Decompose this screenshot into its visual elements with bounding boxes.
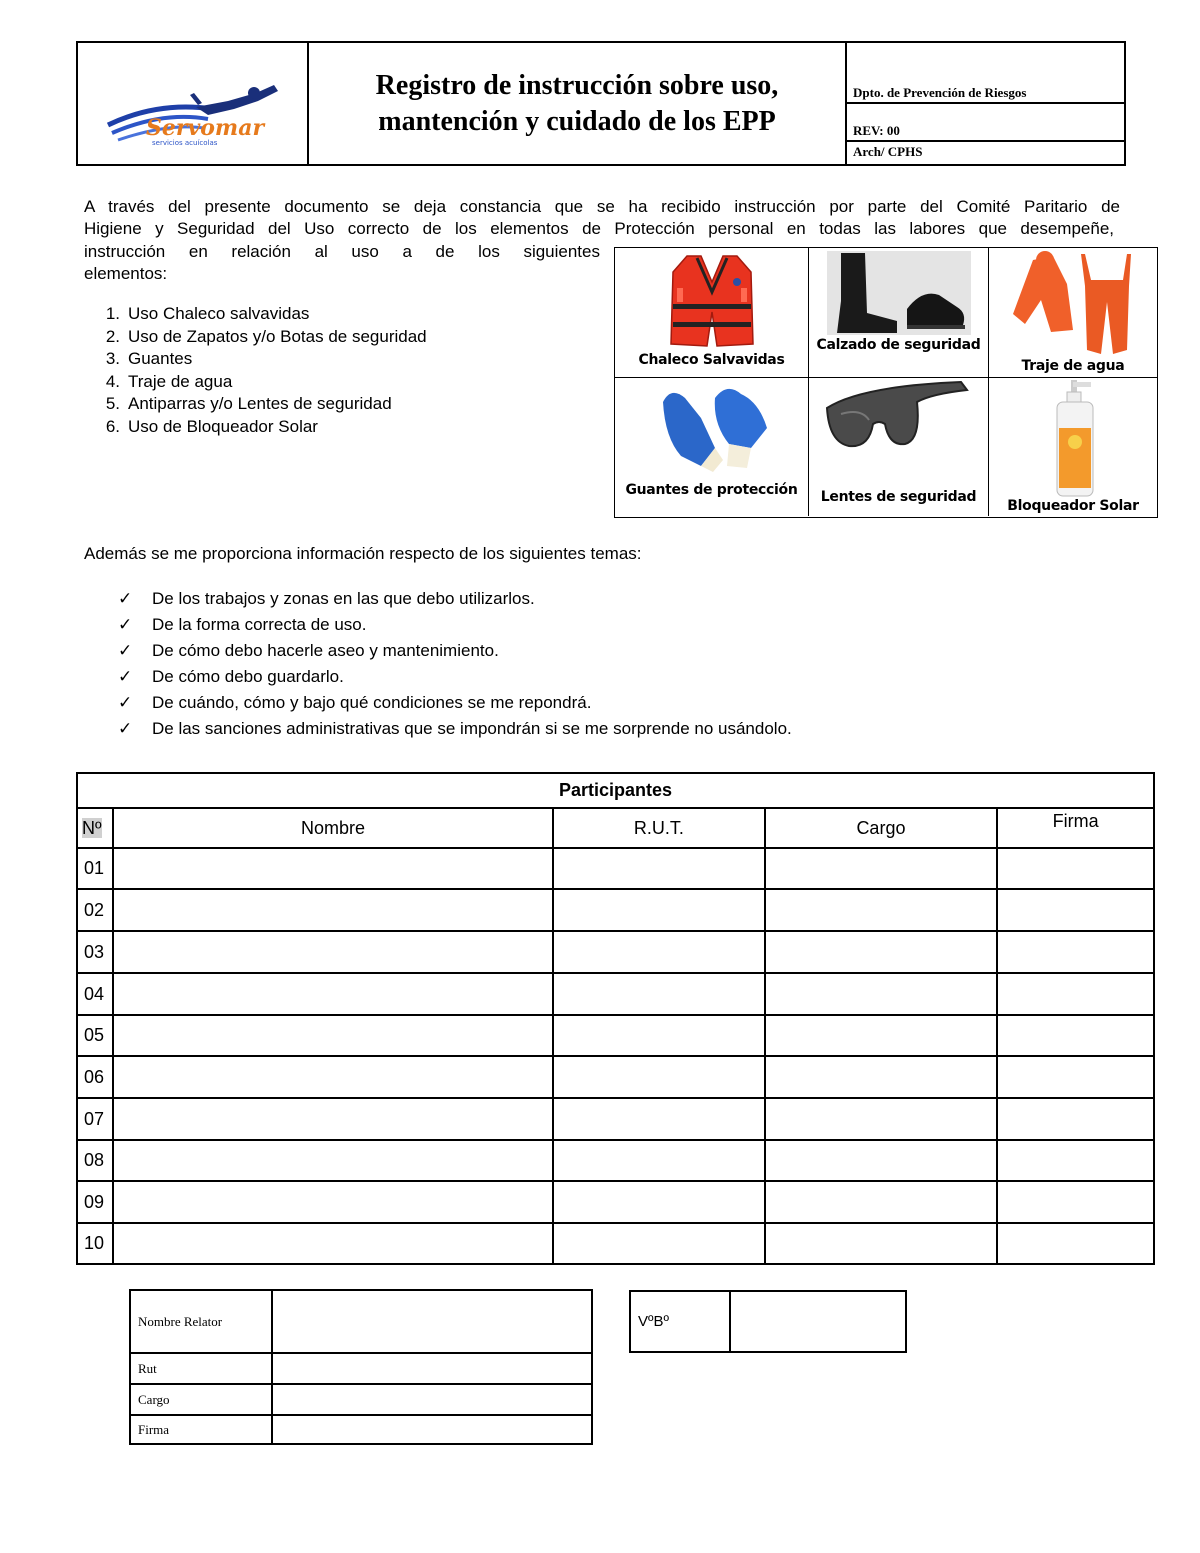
- firma-cell[interactable]: [997, 848, 1154, 889]
- list-item: ✓ De la forma correcta de uso.: [118, 612, 792, 638]
- svg-text:Servomar: Servomar: [146, 115, 265, 141]
- row-number: 04: [77, 973, 113, 1015]
- check-icon: ✓: [118, 641, 133, 660]
- rain-suit-icon: [1011, 250, 1135, 360]
- firma-cell[interactable]: [997, 931, 1154, 973]
- relator-name-label: Nombre Relator: [130, 1290, 272, 1353]
- table-row: [77, 973, 1154, 1015]
- life-vest-icon: [667, 252, 757, 348]
- check-icon: ✓: [118, 693, 133, 712]
- header-meta: [847, 43, 1124, 164]
- vobo-field[interactable]: [730, 1291, 906, 1352]
- topics-list: [118, 586, 792, 742]
- list-item: ✓ De cuándo, cómo y bajo qué condiciones se me repondrá.: [118, 690, 792, 716]
- column-header-firma: Firma: [997, 808, 1154, 848]
- check-icon: ✓: [118, 719, 133, 738]
- epp-caption: Calzado de seguridad: [816, 337, 981, 353]
- epp-list: [84, 303, 427, 438]
- row-number: 02: [77, 889, 113, 931]
- rut-cell[interactable]: [553, 1181, 765, 1223]
- table-row: [77, 848, 1154, 889]
- name-cell[interactable]: [113, 1223, 553, 1264]
- revision-label: REV: 00: [847, 106, 1124, 142]
- relator-cargo-label: Cargo: [130, 1384, 272, 1415]
- sunscreen-icon: [1053, 380, 1097, 498]
- epp-caption: Bloqueador Solar: [1007, 498, 1139, 514]
- safety-glasses-icon: [821, 380, 971, 458]
- epp-caption: Lentes de seguridad: [820, 489, 977, 505]
- relator-cargo-field[interactable]: [272, 1384, 592, 1415]
- row-number: 05: [77, 1015, 113, 1056]
- cargo-cell[interactable]: [765, 931, 998, 973]
- cargo-cell[interactable]: [765, 1056, 998, 1098]
- title-line-2: mantención y cuidado de los EPP: [378, 105, 776, 137]
- cargo-cell[interactable]: [765, 889, 998, 931]
- name-cell[interactable]: [113, 889, 553, 931]
- firma-cell[interactable]: [997, 889, 1154, 931]
- list-item: 1. Uso Chaleco salvavidas: [105, 304, 310, 323]
- row-number: 06: [77, 1056, 113, 1098]
- cargo-cell[interactable]: [765, 848, 998, 889]
- relator-firma-field[interactable]: [272, 1415, 592, 1444]
- row-number: 07: [77, 1098, 113, 1140]
- rut-cell[interactable]: [553, 1223, 765, 1264]
- epp-caption: Traje de agua: [1021, 358, 1125, 374]
- epp-image-grid: [614, 247, 1158, 518]
- cargo-cell[interactable]: [765, 1223, 998, 1264]
- topics-intro: Además se me proporciona información respecto de los siguientes temas:: [84, 544, 642, 563]
- department-label: Dpto. de Prevención de Riesgos: [847, 43, 1124, 104]
- logo-cell: [78, 43, 309, 164]
- name-cell[interactable]: [113, 848, 553, 889]
- rut-cell[interactable]: [553, 1015, 765, 1056]
- column-header-rut: R.U.T.: [553, 808, 765, 848]
- check-icon: ✓: [118, 615, 133, 634]
- intro-line-3: instrucción en relación al uso a de los siguientes: [84, 242, 600, 261]
- rut-cell[interactable]: [553, 973, 765, 1015]
- table-row: [77, 1015, 1154, 1056]
- table-row: [77, 931, 1154, 973]
- list-item: 2. Uso de Zapatos y/o Botas de seguridad: [105, 326, 427, 346]
- name-cell[interactable]: [113, 1056, 553, 1098]
- column-header-cargo: Cargo: [765, 808, 998, 848]
- firma-cell[interactable]: [997, 1223, 1154, 1264]
- epp-cell-glasses: [809, 378, 989, 516]
- name-cell[interactable]: [113, 931, 553, 973]
- list-item: 3. Guantes: [105, 349, 193, 368]
- name-cell[interactable]: [113, 1015, 553, 1056]
- check-icon: ✓: [118, 667, 133, 686]
- row-number: 10: [77, 1223, 113, 1264]
- cargo-cell[interactable]: [765, 1015, 998, 1056]
- table-row: [77, 1056, 1154, 1098]
- cargo-cell[interactable]: [765, 1098, 998, 1140]
- list-item: ✓ De cómo debo hacerle aseo y mantenimiento.: [118, 638, 792, 664]
- firma-cell[interactable]: [997, 1098, 1154, 1140]
- epp-cell-gloves: [615, 378, 809, 516]
- table-row: [77, 1181, 1154, 1223]
- rut-cell[interactable]: [553, 1098, 765, 1140]
- document-header: [76, 41, 1126, 166]
- vobo-label: VºBº: [630, 1291, 730, 1352]
- row-number: 03: [77, 931, 113, 973]
- relator-name-field[interactable]: [272, 1290, 592, 1353]
- participants-table: [76, 772, 1155, 1265]
- archive-label: Arch/ CPHS: [853, 144, 923, 159]
- list-item: 6. Uso de Bloqueador Solar: [105, 416, 318, 436]
- table-row: [77, 889, 1154, 931]
- epp-caption: Chaleco Salvavidas: [638, 352, 785, 368]
- boots-icon: [827, 251, 971, 335]
- relator-table: [129, 1289, 593, 1445]
- check-icon: ✓: [118, 589, 133, 608]
- firma-cell[interactable]: [997, 973, 1154, 1015]
- vobo-table: [629, 1290, 907, 1353]
- participants-title: Participantes: [77, 773, 1154, 808]
- intro-line-4: elementos:: [84, 264, 168, 283]
- epp-cell-suit: [989, 248, 1157, 378]
- epp-cell-vest: [615, 248, 809, 378]
- column-header-name: Nombre: [113, 808, 553, 848]
- list-item: ✓ De las sanciones administrativas que se impondrán si se me sorprende no usándolo.: [118, 716, 792, 742]
- list-item: 4. Traje de agua: [105, 371, 233, 391]
- firma-cell[interactable]: [997, 1056, 1154, 1098]
- row-number: 09: [77, 1181, 113, 1223]
- firma-cell[interactable]: [997, 1015, 1154, 1056]
- epp-caption: Guantes de protección: [625, 482, 798, 498]
- list-item: 5. Antiparras y/o Lentes de seguridad: [105, 394, 392, 413]
- row-number: 01: [77, 848, 113, 889]
- rut-cell[interactable]: [553, 931, 765, 973]
- firma-cell[interactable]: [997, 1181, 1154, 1223]
- svg-text:servicios acuícolas: servicios acuícolas: [152, 139, 218, 147]
- table-row: [77, 1140, 1154, 1181]
- row-number: 08: [77, 1140, 113, 1181]
- list-item: ✓ De cómo debo guardarlo.: [118, 664, 792, 690]
- epp-cell-sunscreen: [989, 378, 1157, 516]
- cargo-cell[interactable]: [765, 973, 998, 1015]
- cargo-cell[interactable]: [765, 1140, 998, 1181]
- rut-cell[interactable]: [553, 848, 765, 889]
- rut-cell[interactable]: [553, 1140, 765, 1181]
- name-cell[interactable]: [113, 1098, 553, 1140]
- gloves-icon: [655, 378, 775, 474]
- epp-cell-boots: [809, 248, 989, 378]
- relator-firma-label: Firma: [130, 1415, 272, 1444]
- rut-cell[interactable]: [553, 889, 765, 931]
- intro-line-2: Higiene y Seguridad del Uso correcto de los elementos de Protección personal en todas las labores que desempeñe,: [84, 219, 1114, 238]
- name-cell[interactable]: [113, 1181, 553, 1223]
- name-cell[interactable]: [113, 973, 553, 1015]
- firma-cell[interactable]: [997, 1140, 1154, 1181]
- relator-rut-field[interactable]: [272, 1353, 592, 1384]
- title-line-1: Registro de instrucción sobre uso,: [375, 69, 779, 101]
- document-title: [309, 43, 847, 164]
- company-logo: [78, 43, 307, 164]
- relator-rut-label: Rut: [130, 1353, 272, 1384]
- table-row: [77, 1223, 1154, 1264]
- column-header-number: Nº: [77, 808, 113, 848]
- list-item: ✓ De los trabajos y zonas en las que debo utilizarlos.: [118, 586, 792, 612]
- rut-cell[interactable]: [553, 1056, 765, 1098]
- table-row: [77, 1098, 1154, 1140]
- cargo-cell[interactable]: [765, 1181, 998, 1223]
- name-cell[interactable]: [113, 1140, 553, 1181]
- intro-line-1: A través del presente documento se deja constancia que se ha recibido instrucción por parte del Comité Paritario de: [84, 197, 1120, 216]
